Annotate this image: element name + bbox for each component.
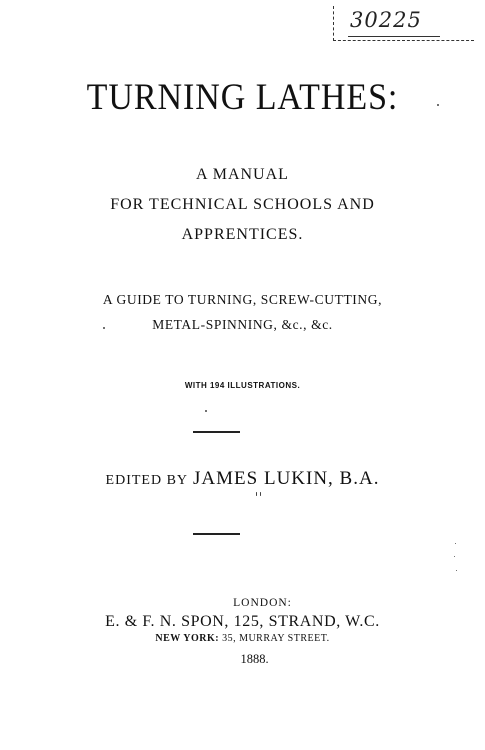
print-speck bbox=[103, 327, 105, 329]
subtitle-line-2: FOR TECHNICAL SCHOOLS AND bbox=[110, 196, 375, 213]
editor-name: JAMES LUKIN, B.A. bbox=[193, 468, 380, 489]
divider-rule-bottom bbox=[193, 533, 240, 535]
imprint-city: LONDON: bbox=[233, 597, 292, 609]
subtitle-line-1: A MANUAL bbox=[196, 166, 289, 183]
print-speck bbox=[454, 556, 455, 557]
divider-rule-top bbox=[193, 431, 240, 433]
stamp-underline bbox=[348, 36, 440, 37]
print-speck bbox=[456, 570, 457, 571]
print-speck bbox=[437, 104, 439, 106]
accession-number: 30225 bbox=[350, 8, 422, 32]
guide-line-1: A GUIDE TO TURNING, SCREW-CUTTING, bbox=[102, 292, 383, 307]
illustrations-note: WITH 194 ILLUSTRATIONS. bbox=[184, 381, 301, 390]
new-york-address: 35, MURRAY STREET. bbox=[222, 633, 330, 644]
library-accession-stamp bbox=[333, 6, 474, 41]
print-speck bbox=[256, 492, 257, 496]
imprint-new-york bbox=[0, 633, 485, 644]
imprint-publisher: E. & F. N. SPON, 125, STRAND, W.C. bbox=[105, 613, 380, 630]
subtitle-line-3: APPRENTICES. bbox=[181, 226, 304, 243]
print-speck bbox=[205, 410, 207, 412]
print-speck bbox=[260, 492, 261, 496]
new-york-label: NEW YORK: bbox=[155, 633, 220, 644]
guide-line-2: METAL-SPINNING, &c., &c. bbox=[152, 317, 333, 332]
edited-by-label: EDITED BY bbox=[105, 473, 189, 488]
publication-year: 1888. bbox=[240, 652, 269, 666]
book-title: TURNING LATHES: bbox=[86, 77, 399, 118]
editor-line bbox=[0, 468, 485, 490]
print-speck bbox=[455, 543, 456, 544]
